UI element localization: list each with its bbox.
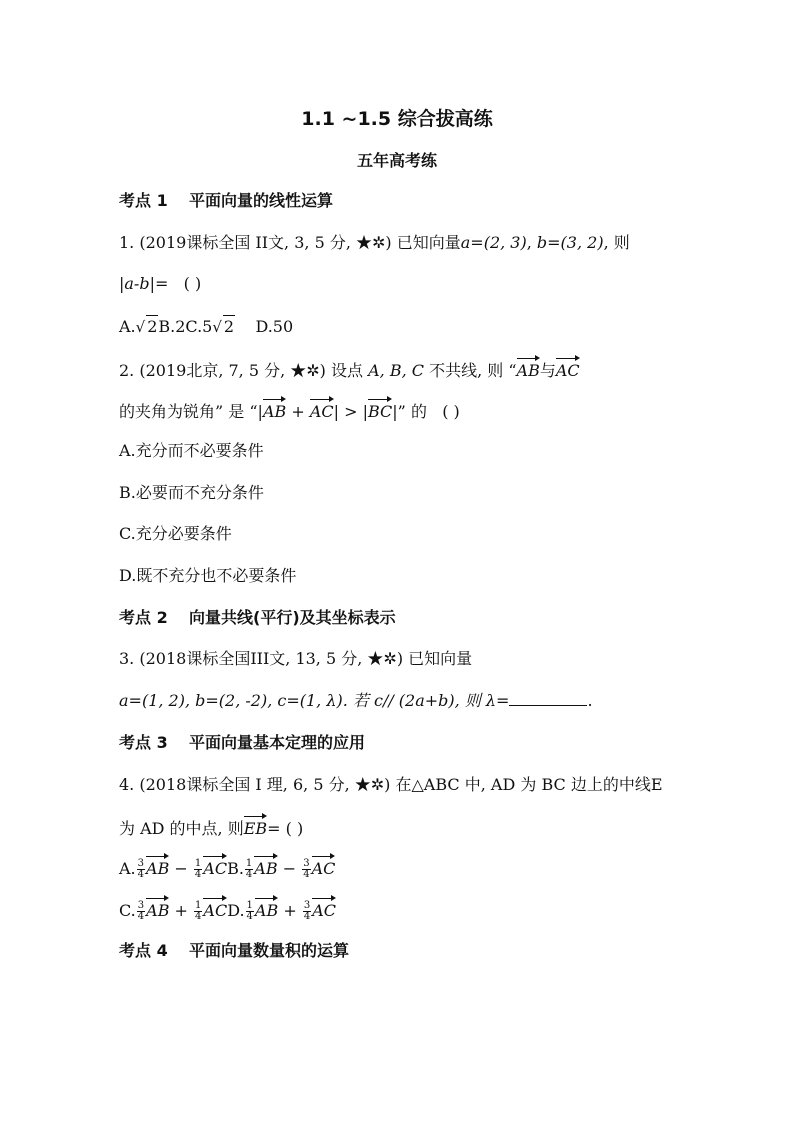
fraction: $\frac{1}{4}$ — [195, 900, 202, 922]
fraction: $\frac{3}{4}$ — [303, 858, 310, 880]
section-heading — [119, 607, 396, 629]
vector-ab: AB — [146, 855, 169, 880]
q2-vector-ac-2: AC — [310, 398, 334, 423]
section-title: 平面向量基本定理的应用 — [189, 733, 366, 752]
q2-text: 不共线, 则 “ — [424, 361, 517, 380]
vector-ac: AC — [312, 897, 336, 922]
q4-line1: 4. (2018课标全国 I 理, 6, 5 分, ★✲) 在△ABC 中, AD 为 BC 边上的中线E — [119, 775, 663, 794]
q2-option: B.必要而不充分条件 — [119, 483, 264, 502]
q2-vector-ab-2: AB — [263, 398, 286, 423]
fraction: $\frac{3}{4}$ — [303, 900, 311, 922]
fraction: $\frac{3}{4}$ — [137, 900, 145, 922]
q4-option-a: A. — [119, 859, 136, 878]
q3-text: a=(1, 2), b=(2, -2), c=(1, λ). 若 c// (2a+b), 则 λ= — [119, 691, 510, 710]
q2-option: D.既不充分也不必要条件 — [119, 566, 297, 585]
q1-line1: 1. (2019课标全国 II文, 3, 5 分, ★✲) 已知向量a=(2, 3), b=(3, 2), 则 — [119, 233, 630, 252]
section-heading — [119, 190, 333, 212]
q4-paren: = ( ) — [267, 819, 304, 838]
q2-line2-d: |” 的 — [392, 402, 427, 421]
q4-vector-eb: EB — [244, 815, 267, 840]
q2-option: A.充分而不必要条件 — [119, 441, 264, 460]
q1-line2 — [119, 273, 201, 295]
q2-gt: | > | — [333, 402, 368, 421]
q2-points: A, B, C — [368, 361, 425, 380]
section-label: 考点 1 — [119, 191, 168, 210]
vector-ab: AB — [254, 855, 277, 880]
section-title: 向量共线(平行)及其坐标表示 — [189, 608, 396, 627]
section-heading — [119, 940, 349, 962]
page-title: 1.1 ~1.5 综合拔高练 — [301, 108, 493, 130]
q4-options-ab: A. $\frac{3}{4}$ AB − $\frac{1}{4}$ ACB. $\frac{1}{4}$ AB − $\frac{3}{4}$ AC — [119, 855, 335, 880]
vector-ab: AB — [255, 897, 278, 922]
q2-line1 — [119, 357, 580, 382]
q2-line2 — [119, 398, 460, 423]
q2-plus: + — [286, 402, 310, 421]
vector-ac: AC — [203, 897, 227, 922]
q2-option: C.充分必要条件 — [119, 524, 232, 543]
vector-ab: AB — [146, 897, 169, 922]
fraction: $\frac{1}{4}$ — [245, 858, 253, 880]
q1-options: A.√ 2B.2C.5√ 2 D.50 — [119, 317, 294, 336]
q3-line2 — [119, 690, 593, 712]
q2-vector-ab: AB — [517, 357, 540, 382]
section-heading — [119, 732, 365, 754]
q1-source: 1. (2019课标全国 II文, 3, 5 分, ★✲) 已知向量 — [119, 233, 461, 252]
q1-option-a-radicand: 2 — [147, 317, 158, 336]
q1-option-a: A. — [119, 317, 136, 336]
q4-option-d: D. — [227, 901, 245, 920]
q2-line2-a: 的夹角为锐角” 是 “| — [119, 402, 263, 421]
q1-option-c-radicand: 2 — [223, 317, 235, 336]
q3-line1: 3. (2018课标全国III文, 13, 5 分, ★✲) 已知向量 — [119, 649, 473, 668]
q4-option-c: C. — [119, 901, 136, 920]
vector-ac: AC — [203, 855, 227, 880]
section-label: 考点 3 — [119, 733, 168, 752]
q2-source: 2. (2019北京, 7, 5 分, ★✲) 设点 — [119, 361, 369, 380]
q1-option-d: D.50 — [255, 317, 294, 336]
q4-options-cd: C. $\frac{3}{4}$ AB + $\frac{1}{4}$ ACD. $\frac{1}{4}$ AB + $\frac{3}{4}$ AC — [119, 897, 336, 922]
fraction: $\frac{3}{4}$ — [137, 858, 145, 880]
fraction: $\frac{1}{4}$ — [194, 858, 202, 880]
vector-ac: AC — [312, 855, 336, 880]
q1-b-def: b=(3, 2) — [536, 233, 604, 252]
q3-end: . — [587, 691, 593, 710]
q1-a-def: a=(2, 3) — [460, 233, 527, 252]
q1-option-c: C.5 — [185, 317, 213, 336]
section-title: 平面向量的线性运算 — [189, 191, 334, 210]
q2-paren: ( ) — [442, 402, 460, 421]
q4-line2 — [119, 815, 303, 840]
q4-line2-a: 为 AD 的中点, 则 — [119, 819, 244, 838]
q1-option-b: B.2 — [158, 317, 186, 336]
q1-expr: |a-b|= — [119, 274, 169, 293]
q4-option-b: B. — [227, 859, 244, 878]
q1-paren: ( ) — [183, 274, 202, 293]
q2-mid: 与 — [539, 361, 556, 380]
answer-blank[interactable] — [509, 690, 587, 706]
q2-vector-bc: BC — [368, 398, 392, 423]
section-title: 平面向量数量积的运算 — [189, 941, 350, 960]
fraction: $\frac{1}{4}$ — [246, 900, 253, 922]
q2-vector-ac: AC — [556, 357, 580, 382]
page-subtitle: 五年高考练 — [356, 151, 437, 170]
q1-ask: , 则 — [603, 233, 630, 252]
section-label: 考点 2 — [119, 608, 168, 627]
section-label: 考点 4 — [119, 941, 168, 960]
